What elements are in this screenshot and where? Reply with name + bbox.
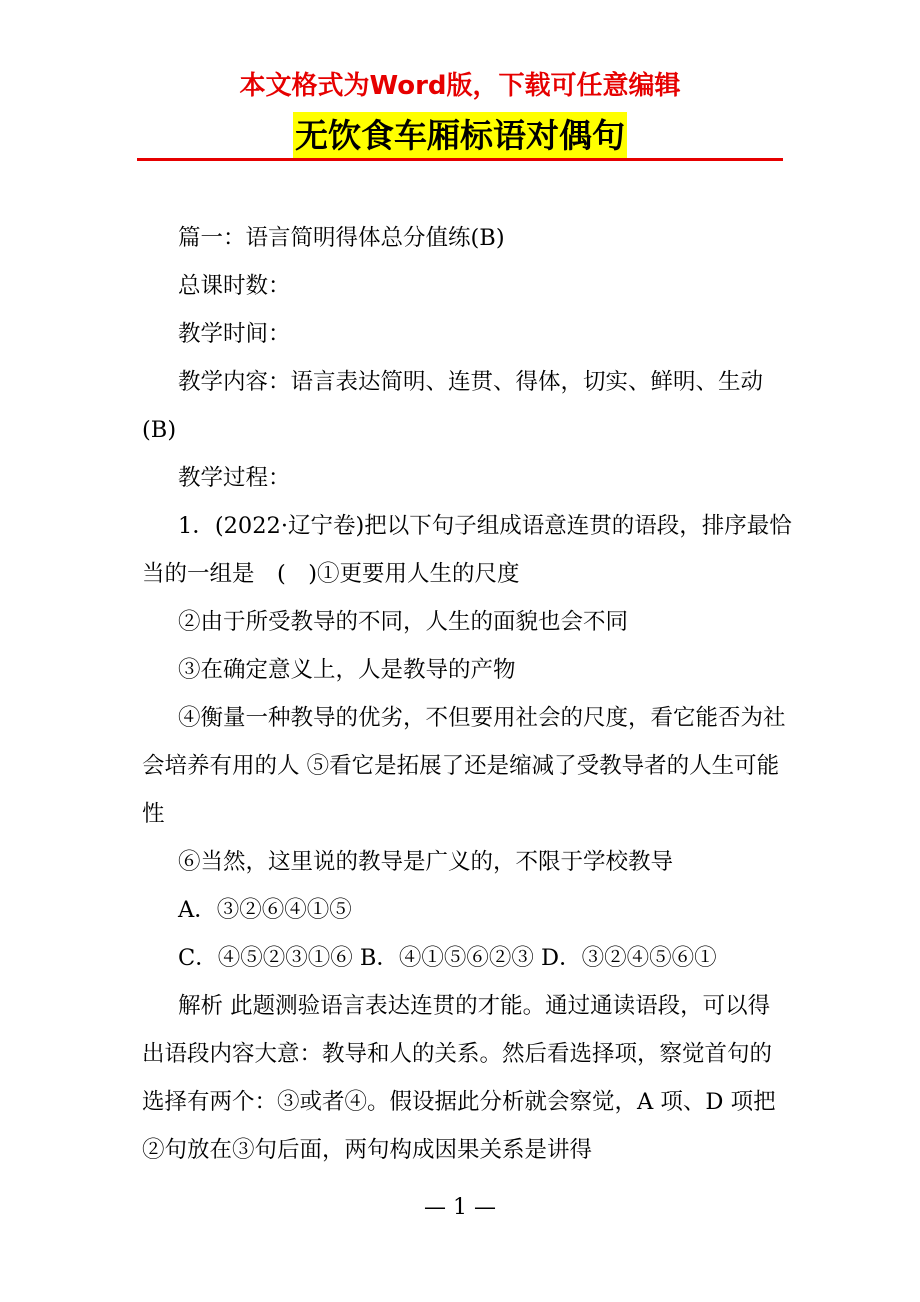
sentence-2: ②由于所受教导的不同，人生的面貌也会不同: [178, 609, 629, 635]
question-1: 1．(2022·辽宁卷)把以下句子组成语意连贯的语段，排序最恰当的一组是 ( )①更要用人生的尺度: [142, 513, 792, 587]
teaching-content: 教学内容：语言表达简明、连贯、得体，切实、鲜明、生动(B): [142, 369, 764, 443]
options-c-b-d: C．④⑤②③①⑥ B．④①⑤⑥②③ D．③②④⑤⑥①: [178, 945, 717, 971]
title-divider: [137, 158, 783, 161]
document-title: 无饮食车厢标语对偶句: [293, 112, 627, 160]
option-a: A．③②⑥④①⑤: [178, 897, 352, 923]
teaching-time: 教学时间：: [178, 321, 291, 347]
document-body: [142, 214, 792, 1174]
page-number: — 1 —: [424, 1195, 496, 1220]
section-heading: 篇一：语言简明得体总分值练(B): [178, 225, 505, 251]
sentence-3: ③在确定意义上，人是教导的产物: [178, 657, 516, 683]
sentence-4-5: ④衡量一种教导的优劣，不但要用社会的尺度，看它能否为社会培养有用的人 ⑤看它是拓展了还是缩减了受教导者的人生可能性: [142, 705, 786, 827]
sentence-6: ⑥当然，这里说的教导是广义的，不限于学校教导: [178, 849, 674, 875]
title-wrap: [0, 112, 920, 160]
total-hours: 总课时数：: [178, 273, 291, 299]
download-banner: 本文格式为Word版，下载可任意编辑: [239, 71, 681, 101]
analysis: 解析 此题测验语言表达连贯的才能。通过通读语段，可以得出语段内容大意：教导和人的关系。然后看选择项，察觉首句的选择有两个：③或者④。假设据此分析就会察觉，A 项、D 项把②句放在③句后面，两句构成因果关系是讲得: [142, 993, 776, 1163]
teaching-process: 教学过程：: [178, 465, 291, 491]
